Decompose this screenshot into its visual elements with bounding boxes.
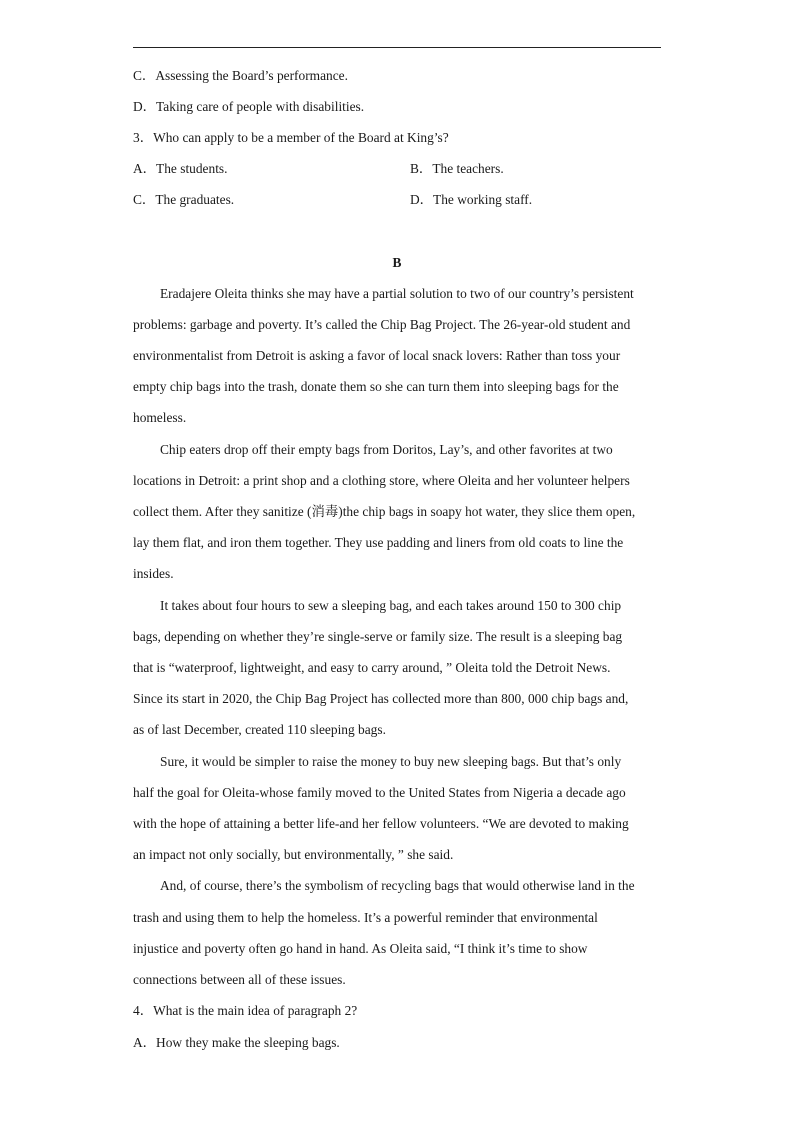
q2-option-c: C．Assessing the Board’s performance. (133, 68, 348, 83)
passage-line: Sure, it would be simpler to raise the money to buy new sleeping bags. But that’s only (160, 754, 622, 769)
passage-line: bags, depending on whether they’re single-serve or family size. The result is a sleeping bag (133, 629, 623, 644)
header-rule (133, 47, 661, 48)
passage-line: problems: garbage and poverty. It’s called the Chip Bag Project. The 26-year-old student and (133, 317, 631, 332)
passage-line: locations in Detroit: a print shop and a clothing store, where Oleita and her volunteer helpers (133, 473, 630, 488)
q4-question: 4．What is the main idea of paragraph 2? (133, 1003, 358, 1018)
passage-line: half the goal for Oleita-whose family moved to the United States from Nigeria a decade ago (133, 785, 626, 800)
passage-line: insides. (133, 566, 174, 581)
q3-question: 3．Who can apply to be a member of the Board at King’s? (133, 130, 449, 145)
passage-line: empty chip bags into the trash, donate them so she can turn them into sleeping bags for the (133, 379, 619, 394)
section-title: B (392, 255, 402, 270)
passage-line: And, of course, there’s the symbolism of recycling bags that would otherwise land in the (160, 878, 635, 893)
passage-line: as of last December, created 110 sleeping bags. (133, 722, 386, 737)
q3-option-d: D．The working staff. (410, 192, 533, 207)
passage-line: Eradajere Oleita thinks she may have a partial solution to two of our country’s persistent (160, 286, 634, 301)
passage-line: homeless. (133, 410, 187, 425)
passage-line: Chip eaters drop off their empty bags from Doritos, Lay’s, and other favorites at two (160, 442, 613, 457)
passage-line: collect them. After they sanitize (消毒)the chip bags in soapy hot water, they slice them open, (133, 504, 636, 519)
passage-line: trash and using them to help the homeless. It’s a powerful reminder that environmental (133, 910, 598, 925)
q3-option-b: B．The teachers. (410, 161, 504, 176)
passage-line: an impact not only socially, but environmentally, ” she said. (133, 847, 454, 862)
q4-option-a: A．How they make the sleeping bags. (133, 1035, 340, 1050)
q2-option-d: D．Taking care of people with disabilities. (133, 99, 365, 114)
passage-line: injustice and poverty often go hand in hand. As Oleita said, “I think it’s time to show (133, 941, 588, 956)
passage-line: It takes about four hours to sew a sleeping bag, and each takes around 150 to 300 chip (160, 598, 622, 613)
passage-line: lay them flat, and iron them together. They use padding and liners from old coats to line the (133, 535, 624, 550)
q3-option-c: C．The graduates. (133, 192, 235, 207)
passage-line: environmentalist from Detroit is asking a favor of local snack lovers: Rather than toss your (133, 348, 621, 363)
q3-option-a: A．The students. (133, 161, 228, 176)
passage-line: connections between all of these issues. (133, 972, 346, 987)
passage-line: with the hope of attaining a better life-and her fellow volunteers. “We are devoted to making (133, 816, 629, 831)
passage-line: that is “waterproof, lightweight, and easy to carry around, ” Oleita told the Detroit News. (133, 660, 611, 675)
passage-line: Since its start in 2020, the Chip Bag Project has collected more than 800, 000 chip bags and, (133, 691, 629, 706)
